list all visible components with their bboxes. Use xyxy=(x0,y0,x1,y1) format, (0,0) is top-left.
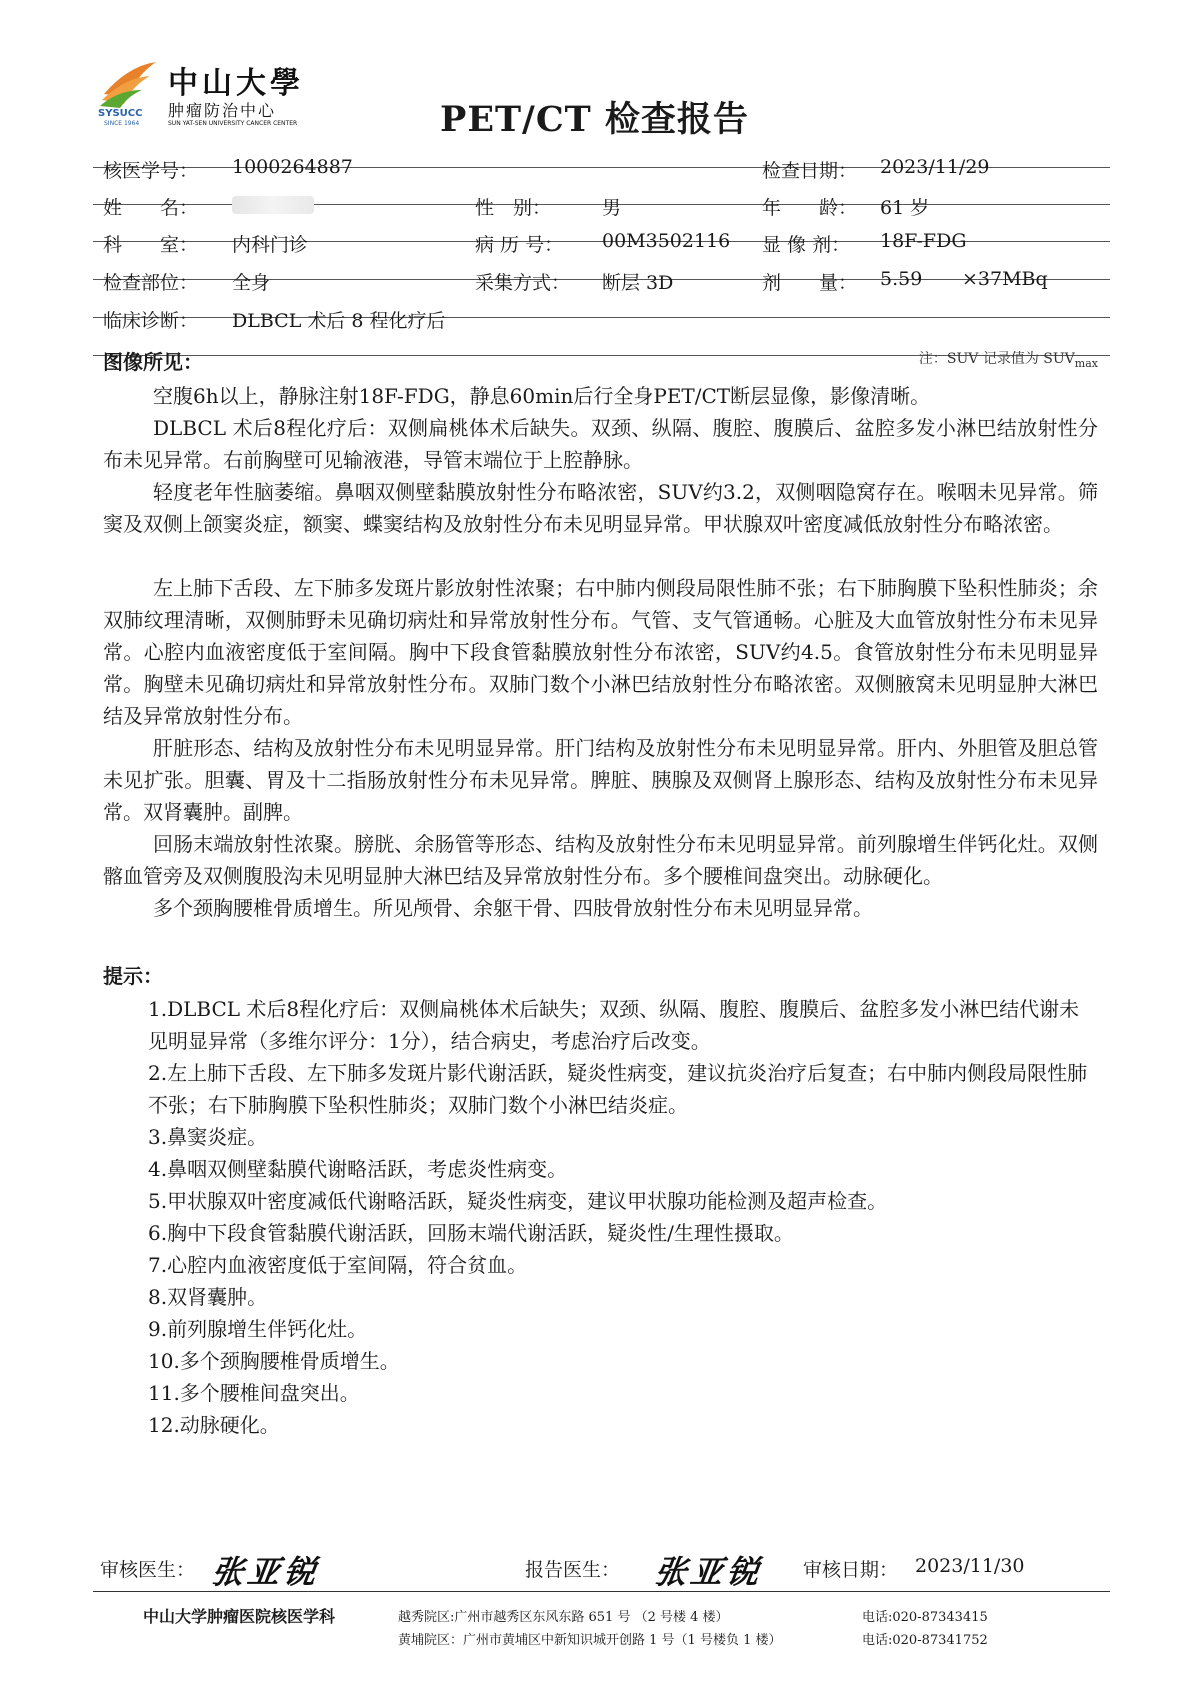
tip-item: 2.左上肺下舌段、左下肺多发斑片影代谢活跃，疑炎性病变，建议抗炎治疗后复查；右中肺内侧段局限性肺不张；右下肺胸膜下坠积性肺炎；双肺门数个小淋巴结炎症。 xyxy=(148,1061,1088,1117)
findings-paragraph: 轻度老年性脑萎缩。鼻咽双侧壁黏膜放射性分布略浓密，SUV约3.2，双侧咽隐窝存在。喉咽未见异常。筛窦及双侧上颌窦炎症，额窦、蝶窦结构及放射性分布未见明显异常。甲状腺双叶密度减低放射性分布略浓密。 xyxy=(103,480,1098,536)
mode-label: 采集方式： xyxy=(475,272,571,294)
reviewer-signature: 张亚锐 xyxy=(209,1553,323,1591)
findings-paragraph: DLBCL 术后8程化疗后：双侧扁桃体术后缺失。双颈、纵隔、腹腔、腹膜后、盆腔多发小淋巴结放射性分布未见异常。右前胸壁可见输液港，导管末端位于上腔静脉。 xyxy=(103,416,1098,472)
diagnosis-value: DLBCL 术后 8 程化疗后 xyxy=(232,310,446,332)
findings-paragraph: 空腹6h以上，静脉注射18F-FDG，静息60min后行全身PET/CT断层显像，影像清晰。 xyxy=(153,384,931,408)
logo-since: SINCE 1964 xyxy=(104,120,140,127)
dose-unit: ×37MBq xyxy=(962,268,1048,290)
exam-date-label: 检查日期： xyxy=(762,160,858,182)
findings-paragraph: 左上肺下舌段、左下肺多发斑片影放射性浓聚；右中肺内侧段局限性肺不张；右下肺胸膜下坠积性肺炎；余双肺纹理清晰，双侧肺野未见确切病灶和异常放射性分布。气管、支气管通畅。心脏及大血管放射性分布未见异常。心腔内血液密度低于室间隔。胸中下段食管黏膜放射性分布浓密，SUV约4.5。食管放射性分布未见明显异常。胸壁未见确切病灶和异常放射性分布。双肺门数个小淋巴结放射性分布略浓密。双侧腋窝未见明显肿大淋巴结及异常放射性分布。 xyxy=(103,576,1098,728)
footer-phone-1: 电话:020-87343415 xyxy=(862,1610,988,1625)
report-title: PET/CT 检查报告 xyxy=(440,99,749,140)
reporter-label: 报告医生： xyxy=(525,1559,621,1581)
dept-value: 内科门诊 xyxy=(232,234,309,256)
site-label: 检查部位： xyxy=(103,272,199,294)
findings-paragraph: 肝脏形态、结构及放射性分布未见明显异常。肝门结构及放射性分布未见明显异常。肝内、外胆管及胆总管未见扩张。胆囊、胃及十二指肠放射性分布未见异常。脾脏、胰腺及双侧肾上腺形态、结构及放射性分布未见异常。双肾囊肿。副脾。 xyxy=(103,736,1098,824)
hospital-logo xyxy=(98,56,308,130)
logo-university-name: 中山大學 xyxy=(168,66,304,101)
footer-address-2: 黄埔院区：广州市黄埔区中新知识城开创路 1 号（1 号楼负 1 楼） xyxy=(398,1633,782,1648)
dose-value: 5.59 xyxy=(880,268,923,290)
site-value: 全身 xyxy=(232,272,271,294)
sex-label: 性 别： xyxy=(475,197,552,219)
tip-item: 5.甲状腺双叶密度减低代谢略活跃，疑炎性病变，建议甲状腺功能检测及超声检查。 xyxy=(148,1189,888,1213)
tip-item: 3.鼻窦炎症。 xyxy=(148,1125,268,1149)
tip-item: 9.前列腺增生伴钙化灶。 xyxy=(148,1317,368,1341)
mode-value: 断层 3D xyxy=(602,272,674,294)
tip-item: 12.动脉硬化。 xyxy=(148,1413,280,1437)
review-date-label: 审核日期： xyxy=(803,1559,899,1581)
review-date-value: 2023/11/30 xyxy=(915,1555,1025,1577)
tip-item: 11.多个腰椎间盘突出。 xyxy=(148,1381,360,1405)
footer-dept-name: 中山大学肿瘤医院核医学科 xyxy=(143,1607,336,1626)
name-label: 姓 名： xyxy=(103,197,199,219)
diagnosis-label: 临床诊断： xyxy=(103,310,199,332)
exam-date-value: 2023/11/29 xyxy=(880,156,990,178)
tip-item: 10.多个颈胸腰椎骨质增生。 xyxy=(148,1349,400,1373)
tip-item: 4.鼻咽双侧壁黏膜代谢略活跃，考虑炎性病变。 xyxy=(148,1157,568,1181)
name-redacted xyxy=(232,193,314,215)
suv-note-subscript: max xyxy=(1074,356,1098,370)
dept-label: 科 室： xyxy=(103,234,199,256)
tip-item: 7.心腔内血液密度低于室间隔，符合贫血。 xyxy=(148,1253,528,1277)
record-value: 00M3502116 xyxy=(602,230,731,252)
nuclear-id-label: 核医学号： xyxy=(103,160,199,182)
footer-phone-2: 电话:020-87341752 xyxy=(862,1633,988,1648)
suv-note xyxy=(919,348,1098,370)
suv-note-text: 注：SUV 记录值为 SUV xyxy=(918,351,1075,367)
agent-label: 显 像 剂： xyxy=(762,234,851,256)
nuclear-id-value: 1000264887 xyxy=(232,156,353,178)
record-label: 病 历 号： xyxy=(475,234,564,256)
age-value: 61 岁 xyxy=(880,197,930,219)
tips-heading: 提示： xyxy=(103,964,163,988)
footer-address-1: 越秀院区:广州市越秀区东风东路 651 号 （2 号楼 4 楼） xyxy=(398,1610,729,1625)
dose-label: 剂 量： xyxy=(762,272,858,294)
tip-item: 6.胸中下段食管黏膜代谢活跃，回肠末端代谢活跃，疑炎性/生理性摄取。 xyxy=(148,1221,794,1245)
age-label: 年 龄： xyxy=(762,197,858,219)
findings-paragraph: 多个颈胸腰椎骨质增生。所见颅骨、余躯干骨、四肢骨放射性分布未见明显异常。 xyxy=(153,896,873,920)
reporter-signature: 张亚锐 xyxy=(652,1553,766,1591)
tip-item: 1.DLBCL 术后8程化疗后：双侧扁桃体术后缺失；双颈、纵隔、腹腔、腹膜后、盆腔多发小淋巴结代谢未见明显异常（多维尔评分：1分），结合病史，考虑治疗后改变。 xyxy=(148,997,1080,1053)
findings-heading: 图像所见： xyxy=(103,350,203,374)
tip-item: 8.双肾囊肿。 xyxy=(148,1285,268,1309)
logo-center-english: SUN YAT-SEN UNIVERSITY CANCER CENTER xyxy=(168,120,298,127)
agent-value: 18F-FDG xyxy=(880,230,967,252)
logo-center-name: 肿瘤防治中心 xyxy=(168,101,277,120)
logo-abbr: SYSUCC xyxy=(98,108,143,119)
sex-value: 男 xyxy=(602,197,622,219)
reviewer-label: 审核医生： xyxy=(100,1559,196,1581)
tips-list xyxy=(148,993,1098,1441)
footer-divider xyxy=(93,1591,1110,1592)
findings-paragraph: 回肠末端放射性浓聚。膀胱、余肠管等形态、结构及放射性分布未见明显异常。前列腺增生伴钙化灶。双侧髂血管旁及双侧腹股沟未见明显肿大淋巴结及异常放射性分布。多个腰椎间盘突出。动脉硬化。 xyxy=(103,832,1098,888)
